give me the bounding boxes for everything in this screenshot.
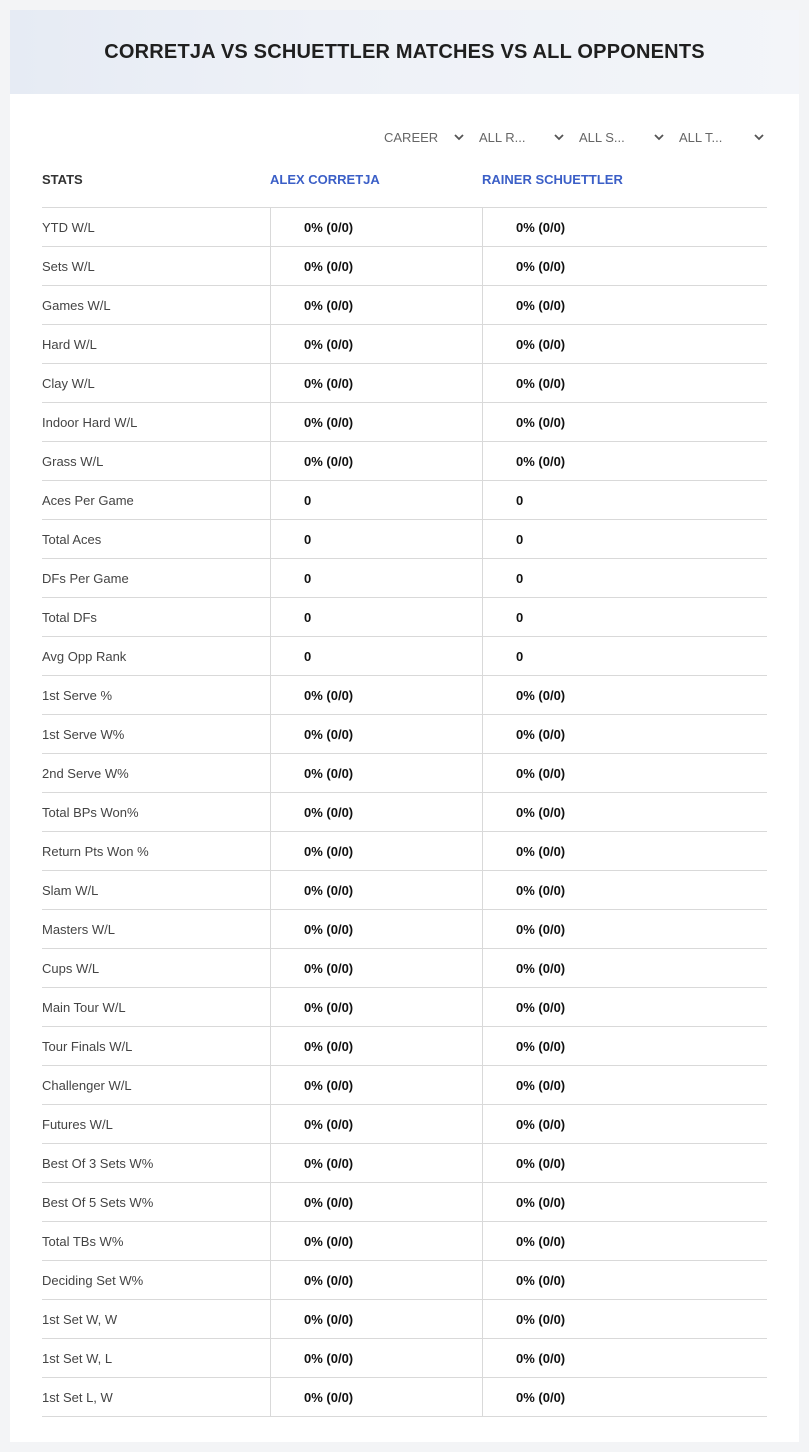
- player2-value: 0% (0/0): [482, 286, 767, 324]
- filter-tournament-select[interactable]: [679, 127, 764, 147]
- stat-label: Total Aces: [42, 531, 102, 547]
- table-row: [42, 559, 767, 598]
- chevron-down-icon: [654, 132, 664, 142]
- player2-value: 0% (0/0): [482, 1339, 767, 1377]
- table-row: [42, 910, 767, 949]
- table-row: [42, 949, 767, 988]
- player1-value: 0: [270, 481, 482, 519]
- table-row: [42, 1066, 767, 1105]
- stat-label: Sets W/L: [42, 258, 95, 274]
- stat-label: 1st Set W, L: [42, 1350, 113, 1366]
- player2-value: 0% (0/0): [482, 1066, 767, 1104]
- column-header-stats: STATS: [42, 172, 83, 187]
- table-row: [42, 793, 767, 832]
- player2-value: 0% (0/0): [482, 1105, 767, 1143]
- player1-value: 0% (0/0): [270, 1183, 482, 1221]
- table-row: [42, 1144, 767, 1183]
- page-header: [10, 10, 799, 94]
- table-row: [42, 364, 767, 403]
- player2-value: 0% (0/0): [482, 949, 767, 987]
- table-row: [42, 1261, 767, 1300]
- player2-value: 0: [482, 598, 767, 636]
- filter-round-label: ALL R...: [479, 129, 526, 145]
- stat-label: Games W/L: [42, 297, 111, 313]
- filter-period-select[interactable]: [384, 127, 464, 147]
- player2-value: 0% (0/0): [482, 364, 767, 402]
- player2-value: 0: [482, 481, 767, 519]
- column-header-player2-link[interactable]: RAINER SCHUETTLER: [482, 172, 623, 187]
- player1-value: 0% (0/0): [270, 325, 482, 363]
- player1-value: 0: [270, 598, 482, 636]
- stat-label: Slam W/L: [42, 882, 99, 898]
- player2-value: 0% (0/0): [482, 1144, 767, 1182]
- player1-value: 0: [270, 559, 482, 597]
- table-row: [42, 286, 767, 325]
- table-row: [42, 1222, 767, 1261]
- player1-value: 0% (0/0): [270, 286, 482, 324]
- player1-value: 0% (0/0): [270, 1261, 482, 1299]
- table-row: [42, 637, 767, 676]
- stat-label: Return Pts Won %: [42, 843, 149, 859]
- table-body: [42, 208, 767, 1417]
- stat-label: Masters W/L: [42, 921, 115, 937]
- table-row: [42, 754, 767, 793]
- stat-label: Grass W/L: [42, 453, 104, 469]
- stat-label: Best Of 3 Sets W%: [42, 1155, 154, 1171]
- stat-label: Deciding Set W%: [42, 1272, 144, 1288]
- table-row: [42, 598, 767, 637]
- table-row: [42, 988, 767, 1027]
- player1-value: 0% (0/0): [270, 871, 482, 909]
- stat-label: Hard W/L: [42, 336, 97, 352]
- page-title: CORRETJA VS SCHUETTLER MATCHES VS ALL OPPONENTS: [104, 40, 705, 63]
- table-row: [42, 832, 767, 871]
- table-row: [42, 403, 767, 442]
- player2-value: 0% (0/0): [482, 793, 767, 831]
- table-row: [42, 247, 767, 286]
- player1-value: 0% (0/0): [270, 1027, 482, 1065]
- player2-value: 0% (0/0): [482, 832, 767, 870]
- filter-bar: [10, 127, 799, 147]
- stats-card: [10, 10, 799, 1442]
- table-row: [42, 325, 767, 364]
- player1-value: 0% (0/0): [270, 676, 482, 714]
- player2-value: 0% (0/0): [482, 1027, 767, 1065]
- player2-value: 0% (0/0): [482, 871, 767, 909]
- player1-value: 0% (0/0): [270, 442, 482, 480]
- player1-value: 0% (0/0): [270, 1300, 482, 1338]
- column-header-player1-link[interactable]: ALEX CORRETJA: [270, 172, 380, 187]
- chevron-down-icon: [454, 132, 464, 142]
- player2-value: 0% (0/0): [482, 403, 767, 441]
- stat-label: Indoor Hard W/L: [42, 414, 138, 430]
- table-row: [42, 1105, 767, 1144]
- player2-value: 0% (0/0): [482, 208, 767, 246]
- player1-value: 0% (0/0): [270, 1144, 482, 1182]
- stat-label: Total BPs Won%: [42, 804, 139, 820]
- player2-value: 0% (0/0): [482, 1261, 767, 1299]
- stat-label: Futures W/L: [42, 1116, 113, 1132]
- table-row: [42, 1027, 767, 1066]
- stat-label: Total TBs W%: [42, 1233, 124, 1249]
- player2-value: 0% (0/0): [482, 754, 767, 792]
- filter-round-select[interactable]: [479, 127, 564, 147]
- stat-label: DFs Per Game: [42, 570, 129, 586]
- player2-value: 0% (0/0): [482, 676, 767, 714]
- player1-value: 0% (0/0): [270, 949, 482, 987]
- player1-value: 0% (0/0): [270, 208, 482, 246]
- player2-value: 0% (0/0): [482, 247, 767, 285]
- table-row: [42, 1339, 767, 1378]
- filter-surface-label: ALL S...: [579, 129, 625, 145]
- table-row: [42, 208, 767, 247]
- player2-value: 0% (0/0): [482, 442, 767, 480]
- player1-value: 0% (0/0): [270, 988, 482, 1026]
- player1-value: 0: [270, 637, 482, 675]
- stat-label: Aces Per Game: [42, 492, 134, 508]
- player1-value: 0% (0/0): [270, 793, 482, 831]
- player2-value: 0% (0/0): [482, 325, 767, 363]
- player1-value: 0% (0/0): [270, 910, 482, 948]
- table-row: [42, 1378, 767, 1417]
- player2-value: 0: [482, 520, 767, 558]
- stat-label: 1st Serve %: [42, 687, 113, 703]
- player2-value: 0% (0/0): [482, 715, 767, 753]
- stat-label: Tour Finals W/L: [42, 1038, 133, 1054]
- table-row: [42, 1300, 767, 1339]
- player1-value: 0% (0/0): [270, 832, 482, 870]
- player1-value: 0% (0/0): [270, 1222, 482, 1260]
- stat-label: 1st Set L, W: [42, 1389, 113, 1405]
- stat-label: YTD W/L: [42, 219, 95, 235]
- player1-value: 0% (0/0): [270, 403, 482, 441]
- player2-value: 0: [482, 637, 767, 675]
- player1-value: 0% (0/0): [270, 1339, 482, 1377]
- player1-value: 0% (0/0): [270, 754, 482, 792]
- table-row: [42, 676, 767, 715]
- player2-value: 0% (0/0): [482, 1183, 767, 1221]
- table-row: [42, 1183, 767, 1222]
- stat-label: 1st Serve W%: [42, 726, 125, 742]
- table-row: [42, 520, 767, 559]
- filter-tournament-label: ALL T...: [679, 129, 723, 145]
- stat-label: Total DFs: [42, 609, 97, 625]
- stat-label: Challenger W/L: [42, 1077, 132, 1093]
- player2-value: 0% (0/0): [482, 988, 767, 1026]
- stat-label: Main Tour W/L: [42, 999, 126, 1015]
- stat-label: Best Of 5 Sets W%: [42, 1194, 154, 1210]
- player2-value: 0% (0/0): [482, 1222, 767, 1260]
- table-row: [42, 481, 767, 520]
- player1-value: 0% (0/0): [270, 1378, 482, 1416]
- player2-value: 0% (0/0): [482, 910, 767, 948]
- player1-value: 0% (0/0): [270, 1105, 482, 1143]
- table-row: [42, 442, 767, 481]
- stat-label: Avg Opp Rank: [42, 648, 127, 664]
- filter-period-label: CAREER: [384, 129, 439, 145]
- table-header: [42, 160, 767, 208]
- stat-label: 2nd Serve W%: [42, 765, 129, 781]
- chevron-down-icon: [554, 132, 564, 142]
- table-row: [42, 715, 767, 754]
- chevron-down-icon: [754, 132, 764, 142]
- stat-label: 1st Set W, W: [42, 1311, 118, 1327]
- filter-surface-select[interactable]: [579, 127, 664, 147]
- stats-table: [42, 160, 767, 1417]
- player1-value: 0% (0/0): [270, 364, 482, 402]
- stat-label: Clay W/L: [42, 375, 95, 391]
- player2-value: 0% (0/0): [482, 1378, 767, 1416]
- stat-label: Cups W/L: [42, 960, 100, 976]
- player1-value: 0: [270, 520, 482, 558]
- table-row: [42, 871, 767, 910]
- player1-value: 0% (0/0): [270, 1066, 482, 1104]
- player1-value: 0% (0/0): [270, 247, 482, 285]
- player2-value: 0% (0/0): [482, 1300, 767, 1338]
- player2-value: 0: [482, 559, 767, 597]
- player1-value: 0% (0/0): [270, 715, 482, 753]
